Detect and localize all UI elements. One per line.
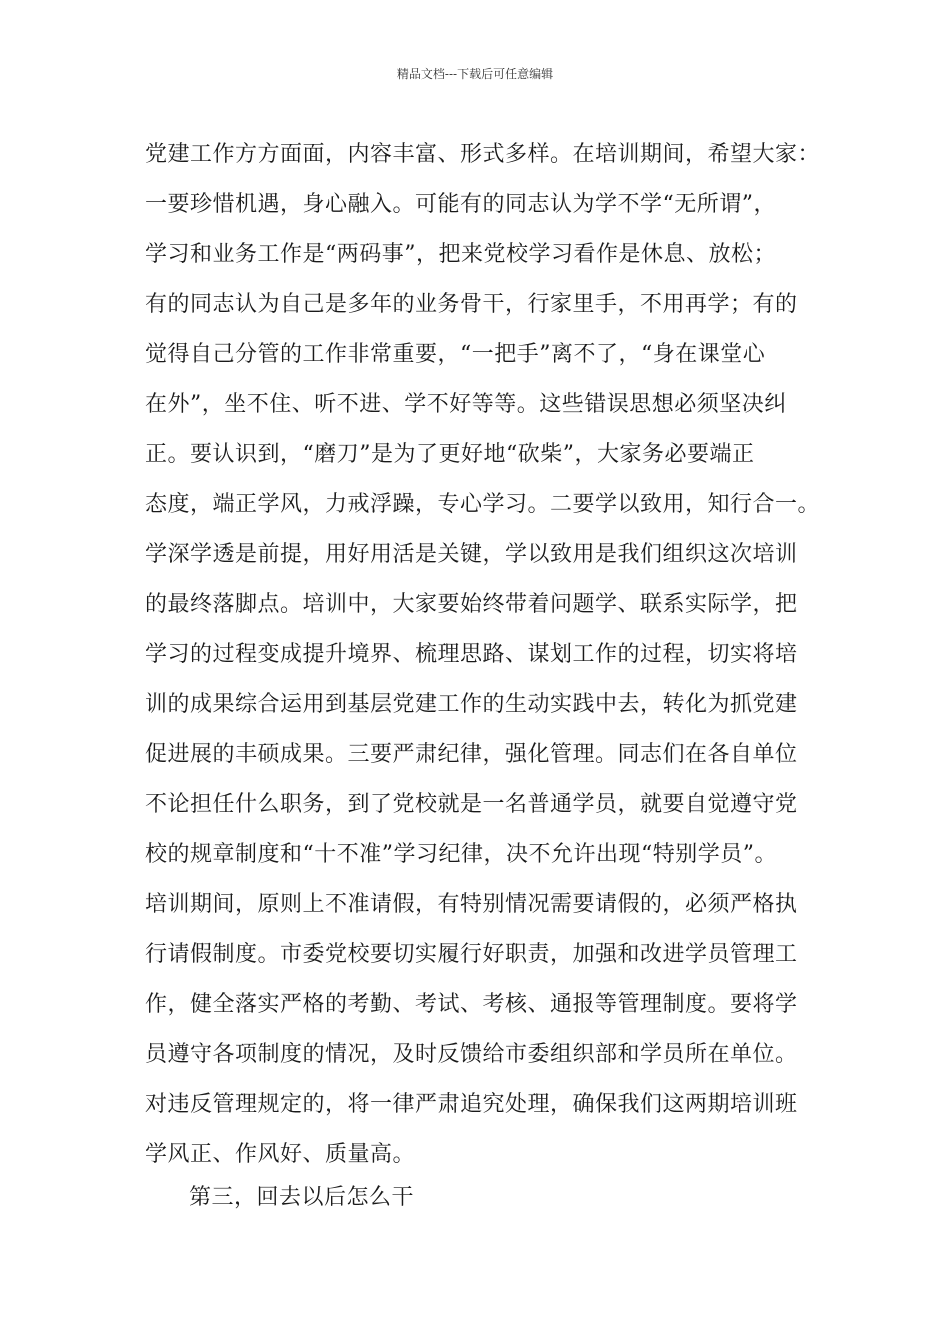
paragraph-line: 员遵守各项制度的情况，及时反馈给市委组织部和学员所在单位。 bbox=[145, 1042, 798, 1067]
paragraph-line: 作，健全落实严格的考勤、考试、考核、通报等管理制度。要将学 bbox=[145, 992, 798, 1017]
paragraph-line: 不论担任什么职务，到了党校就是一名普通学员，就要自觉遵守党 bbox=[145, 792, 798, 817]
paragraph-line: 行请假制度。市委党校要切实履行好职责，加强和改进学员管理工 bbox=[145, 942, 798, 967]
section-heading: 第三，回去以后怎么干 bbox=[189, 1185, 415, 1210]
paragraph-line: 在外”，坐不住、听不进、学不好等等。这些错误思想必须坚决纠 bbox=[145, 392, 787, 417]
paragraph-line: 一要珍惜机遇，身心融入。可能有的同志认为学不学“无所谓”， bbox=[145, 192, 776, 217]
paragraph-line: 有的同志认为自己是多年的业务骨干，行家里手，不用再学；有的 bbox=[145, 292, 798, 317]
paragraph-line: 学深学透是前提，用好用活是关键，学以致用是我们组织这次培训 bbox=[145, 542, 798, 567]
paragraph-line: 党建工作方方面面，内容丰富、形式多样。在培训期间，希望大家： bbox=[145, 142, 821, 167]
paragraph-line: 正。要认识到，“磨刀”是为了更好地“砍柴”，大家务必要端正 bbox=[145, 442, 755, 467]
paragraph-line: 培训期间，原则上不准请假，有特别情况需要请假的，必须严格执 bbox=[145, 892, 798, 917]
paragraph-line: 促进展的丰硕成果。三要严肃纪律，强化管理。同志们在各自单位 bbox=[145, 742, 798, 767]
paragraph-line: 态度，端正学风，力戒浮躁，专心学习。二要学以致用，知行合一。 bbox=[145, 492, 821, 517]
paragraph-line: 的最终落脚点。培训中，大家要始终带着问题学、联系实际学，把 bbox=[145, 592, 798, 617]
paragraph-line: 学习的过程变成提升境界、梳理思路、谋划工作的过程，切实将培 bbox=[145, 642, 798, 667]
paragraph-line: 学习和业务工作是“两码事”，把来党校学习看作是休息、放松； bbox=[145, 242, 776, 267]
body-paragraph bbox=[145, 130, 825, 1180]
paragraph-line: 校的规章制度和“十不准”学习纪律，决不允许出现“特别学员”。 bbox=[145, 842, 777, 867]
paragraph-line: 学风正、作风好、质量高。 bbox=[145, 1142, 416, 1167]
page-header: 精品文档---下载后可任意编辑 bbox=[396, 67, 554, 81]
paragraph-line: 对违反管理规定的，将一律严肃追究处理，确保我们这两期培训班 bbox=[145, 1092, 798, 1117]
paragraph-line: 训的成果综合运用到基层党建工作的生动实践中去，转化为抓党建 bbox=[145, 692, 798, 717]
paragraph-line: 觉得自己分管的工作非常重要，“一把手”离不了，“身在课堂心 bbox=[145, 342, 766, 367]
